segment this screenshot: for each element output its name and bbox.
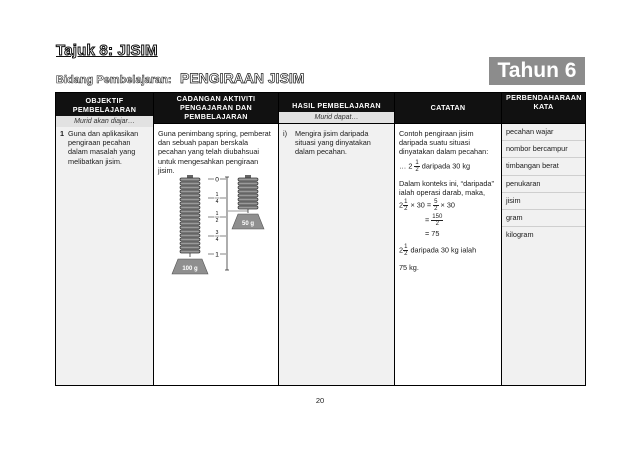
outcome-text: Mengira jisim daripada situasi yang dinyatakan dalam pecahan. bbox=[295, 129, 371, 157]
column-header-objective: OBJEKTIF PEMBELAJARAN Murid akan diajar… bbox=[56, 93, 154, 124]
svg-text:0: 0 bbox=[215, 176, 219, 184]
right-spring-balance bbox=[228, 175, 258, 213]
fraction-scale-board bbox=[208, 177, 229, 271]
svg-text:1: 1 bbox=[215, 251, 219, 259]
notes-context: Dalam konteks ini, “daripada” ialah operasi darab, maka, bbox=[399, 178, 494, 197]
svg-text:50 g: 50 g bbox=[241, 221, 255, 228]
svg-text:1: 1 bbox=[215, 211, 219, 218]
table-row bbox=[56, 124, 586, 386]
objective-text: Guna dan aplikasikan pengiraan pecahan dalam masalah yang melibatkan jisim. bbox=[68, 129, 139, 166]
column-subheader-objective: Murid akan diajar… bbox=[56, 116, 153, 127]
vocabulary-item: jisim bbox=[502, 193, 585, 210]
activity-cell bbox=[154, 124, 279, 386]
year-badge: Tahun 6 bbox=[489, 57, 585, 85]
notes-result: 2 $\frac{1}{2}$ daripada 30 kg ialah bbox=[399, 244, 477, 258]
fraction-half: $\frac{1}{2}$ bbox=[415, 159, 419, 173]
learning-area-value: PENGIRAAN JISIM bbox=[180, 70, 305, 86]
notes-cell bbox=[395, 124, 502, 386]
learning-area bbox=[56, 70, 304, 86]
page-title: Tajuk 8: JISIM bbox=[56, 42, 158, 59]
svg-text:2: 2 bbox=[215, 218, 219, 225]
vocabulary-list bbox=[502, 124, 585, 243]
math-line-2: = $\frac{150}{2}$ bbox=[425, 214, 443, 228]
column-header-activity: CADANGAN AKTIVITI PENGAJARAN DAN PEMBELAJARAN bbox=[154, 93, 279, 124]
svg-text:4: 4 bbox=[215, 237, 219, 244]
notes-result-value: 75 kg. bbox=[399, 263, 419, 273]
notes-intro: Contoh pengiraan jisim daripada suatu situasi dinyatakan dalam pecahan: bbox=[399, 129, 489, 157]
vocabulary-cell bbox=[502, 124, 586, 386]
activity-text: Guna penimbang spring, pemberat dan sebuah papan berskala pecahan yang telah diubahsuai untuk mengesahkan pengiraan jisim. bbox=[158, 129, 271, 175]
objective-number: 1 bbox=[60, 129, 65, 138]
table-header-row bbox=[56, 93, 586, 124]
math-line-3: = 75 bbox=[425, 229, 440, 239]
weight-100g bbox=[172, 259, 208, 274]
vocabulary-item: nombor bercampur bbox=[502, 141, 585, 158]
column-header-notes: CATATAN bbox=[395, 93, 502, 124]
svg-text:4: 4 bbox=[215, 199, 219, 206]
left-spring-balance bbox=[180, 175, 200, 257]
syllabus-table bbox=[55, 92, 586, 386]
svg-text:3: 3 bbox=[215, 230, 219, 237]
outcome-number: i) bbox=[283, 129, 288, 138]
column-header-vocabulary: PERBENDAHARAAN KATA bbox=[502, 93, 586, 124]
vocabulary-item: pecahan wajar bbox=[502, 124, 585, 141]
svg-text:100 g: 100 g bbox=[182, 266, 198, 273]
column-subheader-outcome: Murid dapat… bbox=[279, 112, 394, 123]
outcome-cell bbox=[279, 124, 395, 386]
vocabulary-item: kilogram bbox=[506, 230, 534, 240]
notes-example: … 2 $\frac{1}{2}$ daripada 30 kg bbox=[399, 159, 471, 173]
svg-text:1: 1 bbox=[215, 192, 219, 199]
spring-balance-figure bbox=[154, 175, 278, 285]
objective-cell bbox=[56, 124, 154, 386]
weight-50g bbox=[232, 214, 264, 229]
page-number: 20 bbox=[315, 396, 325, 405]
vocabulary-item: penukaran bbox=[502, 176, 585, 193]
learning-area-label: Bidang Pembelajaran: bbox=[56, 74, 172, 86]
math-line-1: 2 $\frac{1}{2}$ × 30 = $\frac{5}{2}$ × 30 bbox=[399, 199, 455, 213]
vocabulary-item: gram bbox=[502, 210, 585, 227]
column-header-outcome: HASIL PEMBELAJARAN Murid dapat… bbox=[279, 93, 395, 124]
vocabulary-item: timbangan berat bbox=[502, 158, 585, 175]
